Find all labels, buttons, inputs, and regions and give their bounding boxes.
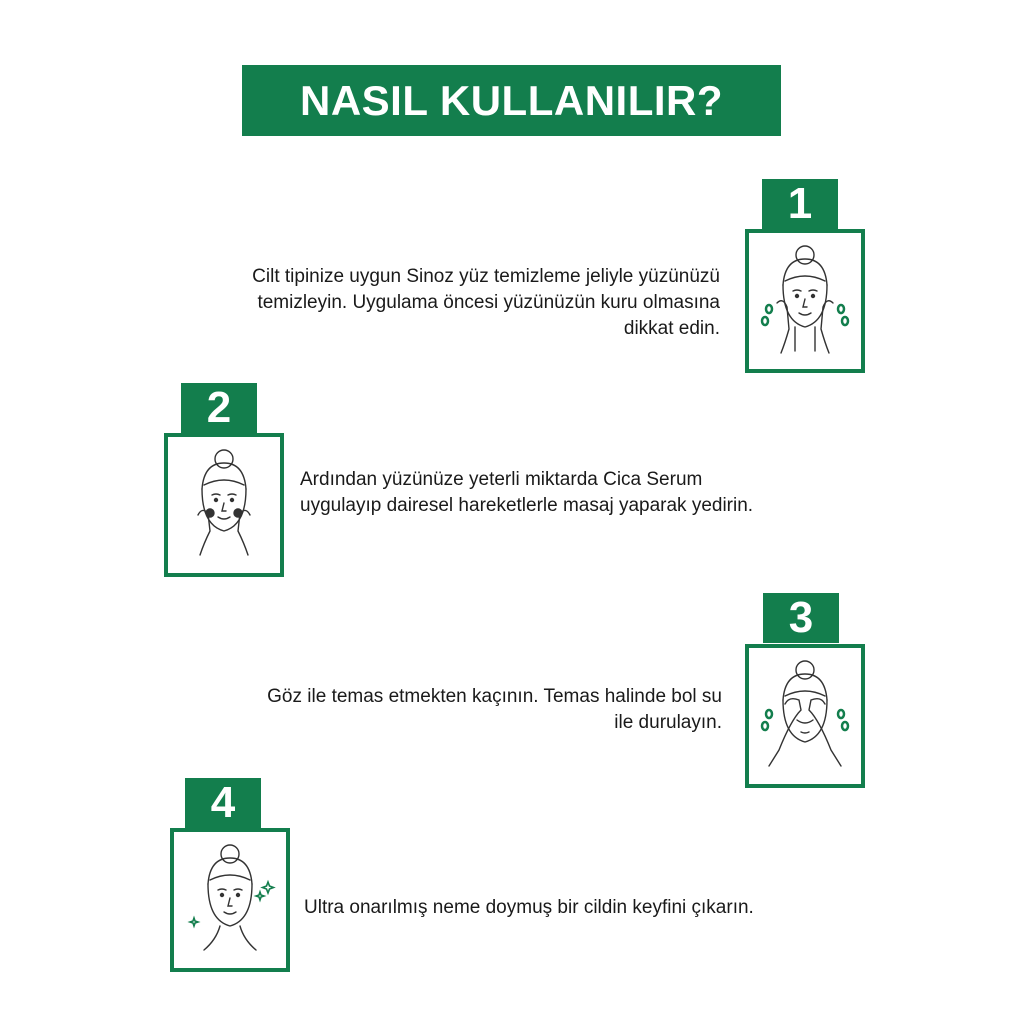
- step-number-badge: 1: [762, 179, 838, 229]
- step-number-badge: 4: [185, 778, 261, 828]
- step-number-badge: 3: [763, 593, 839, 643]
- page-title: NASIL KULLANILIR?: [242, 65, 781, 136]
- step-description: Cilt tipinize uygun Sinoz yüz temizleme jeliyle yüzünüzü temizleyin. Uygulama öncesi yüzünüzün kuru olmasına dikkat edin.: [252, 266, 720, 339]
- face-massage-icon: [174, 445, 274, 565]
- step-illustration-frame: [745, 229, 865, 373]
- step-description: Göz ile temas etmekten kaçının. Temas halinde bol su ile durulayın.: [267, 686, 722, 733]
- step-illustration-frame: [745, 644, 865, 788]
- step-description: Ardından yüzünüze yeterli miktarda Cica Serum uygulayıp dairesel hareketlerle masaj yaparak yedirin.: [300, 469, 754, 516]
- step-illustration-frame: [164, 433, 284, 577]
- face-washing-icon: [755, 241, 855, 361]
- step-description: Ultra onarılmış neme doymuş bir cildin keyfini çıkarın.: [304, 897, 754, 918]
- face-rinse-icon: [755, 656, 855, 776]
- glowing-face-icon: [180, 840, 280, 960]
- step-number-badge: 2: [181, 383, 257, 433]
- step-illustration-frame: [170, 828, 290, 972]
